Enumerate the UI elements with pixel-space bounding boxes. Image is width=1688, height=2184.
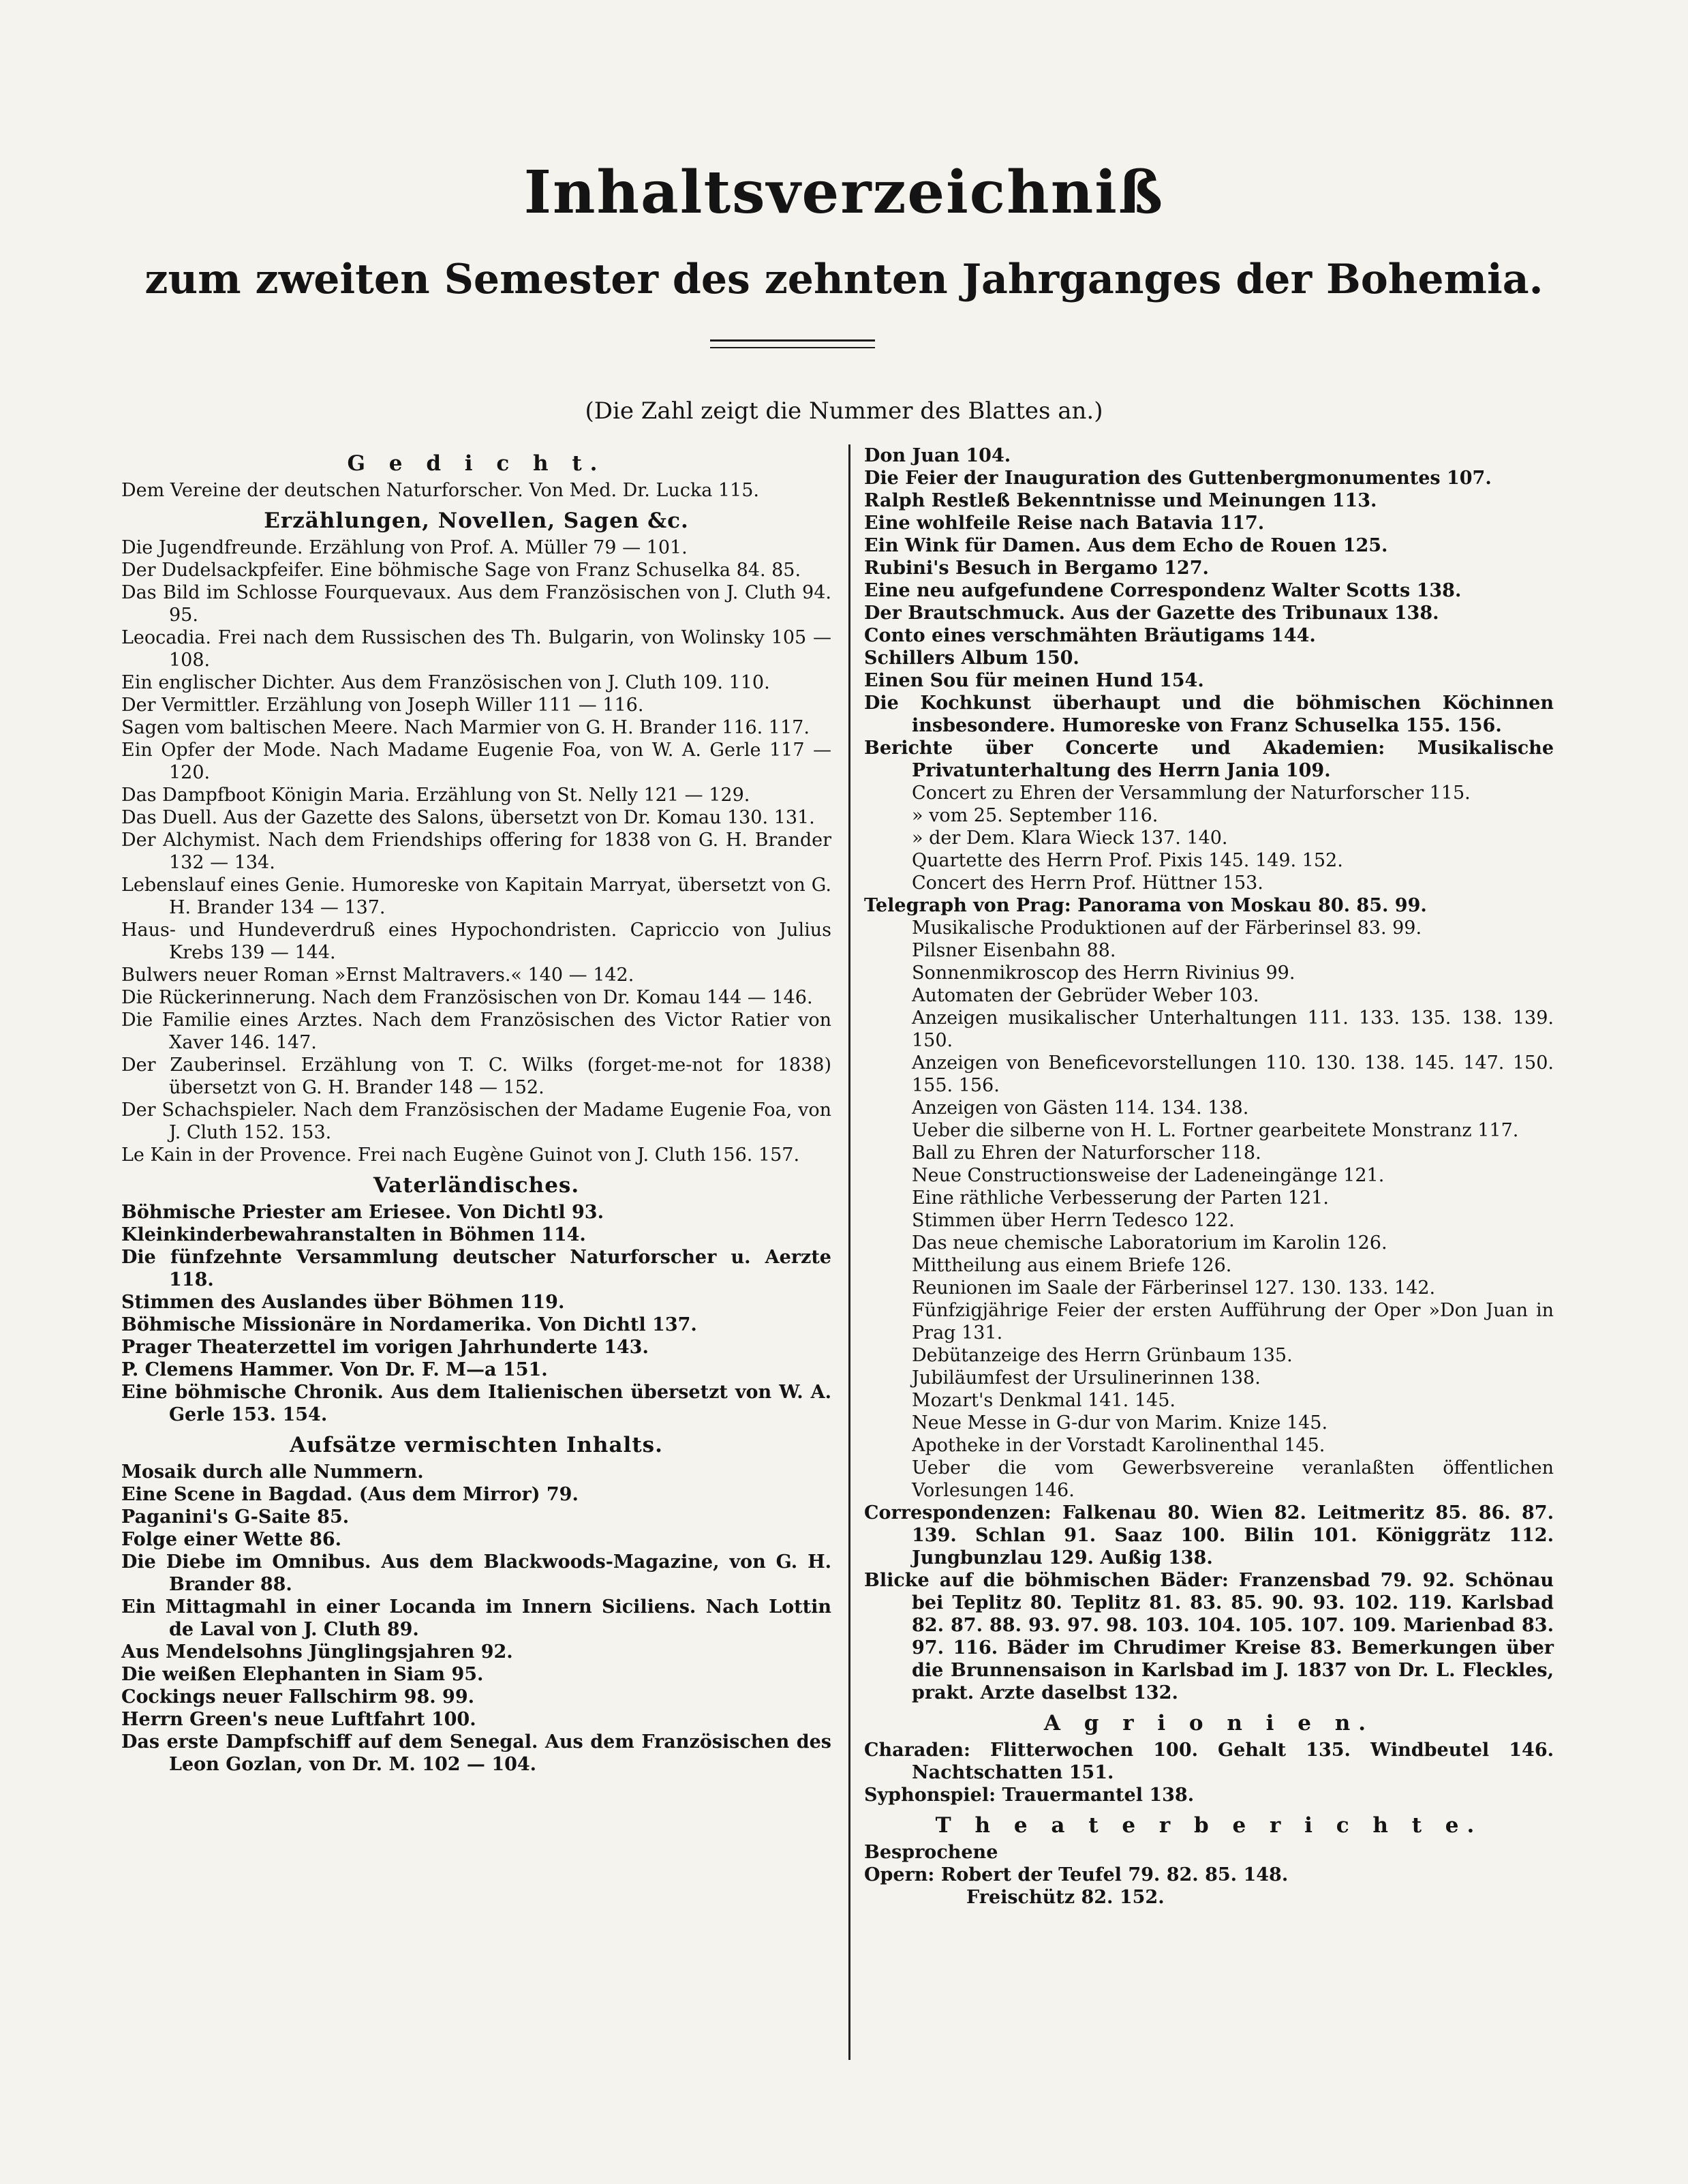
correspondence-entry: Correspondenzen: Falkenau 80. Wien 82. Leitmeritz 85. 86. 87. 139. Schlan 91. Saaz 100. Bilin 101. Königgrätz 112. Jungbunzlau 129. Außig 138. xyxy=(864,1502,1554,1568)
toc-subentry: Freischütz 82. 152. xyxy=(966,1887,1165,1908)
toc-subentry: Concert des Herrn Prof. Hüttner 153. xyxy=(912,873,1263,894)
toc-entry: Der Schachspieler. Nach dem Französischen der Madame Eugenie Foa, von J. Cluth 152. 153. xyxy=(121,1099,831,1143)
telegraph-heading-entry: Telegraph von Prag: Panorama von Moskau 80. 85. 99. xyxy=(864,895,1427,916)
toc-entry: Eine Scene in Bagdad. (Aus dem Mirror) 79. xyxy=(121,1484,579,1505)
section-heading-gedicht: G e d i c h t. xyxy=(347,451,606,476)
toc-subentry: Neue Constructionsweise der Ladeneingänge 121. xyxy=(912,1165,1385,1186)
toc-subentry: » vom 25. September 116. xyxy=(912,805,1158,826)
numbering-note: (Die Zahl zeigt die Nummer des Blattes an.) xyxy=(585,397,1103,425)
toc-entry: Böhmische Priester am Eriesee. Von Dichtl 93. xyxy=(121,1202,604,1223)
toc-entry: Mosaik durch alle Nummern. xyxy=(121,1461,424,1483)
toc-entry: P. Clemens Hammer. Von Dr. F. M—a 151. xyxy=(121,1359,548,1380)
toc-subentry: Jubiläumfest der Ursulinerinnen 138. xyxy=(912,1367,1261,1389)
toc-entry: Die Feier der Inauguration des Guttenbergmonumentes 107. xyxy=(864,468,1492,489)
toc-entry: Die weißen Elephanten in Siam 95. xyxy=(121,1664,484,1685)
toc-entry: Der Vermittler. Erzählung von Joseph Willer 111 — 116. xyxy=(121,695,644,716)
title-rule xyxy=(710,339,875,342)
toc-entry: Der Brautschmuck. Aus der Gazette des Tribunaux 138. xyxy=(864,603,1439,624)
title-rule-thin xyxy=(710,347,875,348)
toc-entry: Leocadia. Frei nach dem Russischen des Th. Bulgarin, von Wolinsky 105 — 108. xyxy=(121,627,831,671)
toc-entry: Bulwers neuer Roman »Ernst Maltravers.« 140 — 142. xyxy=(121,965,634,986)
toc-subentry: Automaten der Gebrüder Weber 103. xyxy=(912,985,1259,1006)
toc-subentry: Ueber die silberne von H. L. Fortner gearbeitete Monstranz 117. xyxy=(912,1120,1519,1141)
page-subtitle: zum zweiten Semester des zehnten Jahrganges der Bohemia. xyxy=(144,256,1544,303)
spa-entry: Blicke auf die böhmischen Bäder: Franzensbad 79. 92. Schönau bei Teplitz 80. Teplitz 81. 83. 85. 90. 93. 102. 119. Karlsbad 82. 87. 88. 93. 97. 98. 103. 104. 105. 107. 109. Marienbad 83. 97. 116. Bäder im Chrudimer Kreise 83. Bemerkungen über die Brunnensaison in Karlsbad im J. 1837 von Dr. L. Fleckles, prakt. Arzte daselbst 132. xyxy=(864,1570,1554,1703)
toc-entry: Don Juan 104. xyxy=(864,445,1011,466)
toc-entry: Folge einer Wette 86. xyxy=(121,1529,342,1550)
section-heading-theaterberichte: T h e a t e r b e r i c h t e. xyxy=(935,1813,1483,1838)
toc-entry: Die Familie eines Arztes. Nach dem Französischen des Victor Ratier von Xaver 146. 147. xyxy=(121,1010,831,1053)
toc-entry: Die Rückerinnerung. Nach dem Französischen von Dr. Komau 144 — 146. xyxy=(121,987,813,1008)
toc-subentry: Neue Messe in G-dur von Marim. Knize 145. xyxy=(912,1412,1328,1434)
toc-entry: Herrn Green's neue Luftfahrt 100. xyxy=(121,1709,476,1730)
toc-entry: Das Duell. Aus der Gazette des Salons, übersetzt von Dr. Komau 130. 131. xyxy=(121,807,815,828)
toc-entry: Ein Wink für Damen. Aus dem Echo de Rouen 125. xyxy=(864,535,1388,556)
toc-subentry: Ball zu Ehren der Naturforscher 118. xyxy=(912,1142,1261,1164)
toc-entry: Eine neu aufgefundene Correspondenz Walter Scotts 138. xyxy=(864,580,1462,601)
toc-entry: Böhmische Missionäre in Nordamerika. Von Dichtl 137. xyxy=(121,1314,697,1335)
toc-subentry: Apotheke in der Vorstadt Karolinenthal 145. xyxy=(912,1435,1325,1456)
toc-entry: Der Alchymist. Nach dem Friendships offering for 1838 von G. H. Brander 132 — 134. xyxy=(121,830,831,873)
toc-entry: Stimmen des Auslandes über Böhmen 119. xyxy=(121,1292,565,1313)
toc-entry: Das erste Dampfschiff auf dem Senegal. Aus dem Französischen des Leon Gozlan, von Dr. M. 102 — 104. xyxy=(121,1731,831,1775)
section-heading-agrionien: A g r i o n i e n. xyxy=(1043,1711,1375,1735)
toc-entry: Einen Sou für meinen Hund 154. xyxy=(864,670,1204,691)
toc-entry: Prager Theaterzettel im vorigen Jahrhunderte 143. xyxy=(121,1337,649,1358)
toc-entry: Das Bild im Schlosse Fourquevaux. Aus dem Französischen von J. Cluth 94. 95. xyxy=(121,582,831,626)
section-heading-vaterlaendisches: Vaterländisches. xyxy=(373,1173,580,1198)
column-divider xyxy=(848,444,850,2060)
toc-entry: Lebenslauf eines Genie. Humoreske von Kapitain Marryat, übersetzt von G. H. Brander 134 — 137. xyxy=(121,875,831,918)
page-title: Inhaltsverzeichniß xyxy=(523,158,1165,227)
toc-subentry: Anzeigen von Gästen 114. 134. 138. xyxy=(912,1097,1249,1119)
toc-subentry: Fünfzigjährige Feier der ersten Aufführung der Oper »Don Juan in Prag 131. xyxy=(912,1300,1554,1344)
toc-entry: Besprochene xyxy=(864,1842,998,1863)
toc-entry: Ein englischer Dichter. Aus dem Französischen von J. Cluth 109. 110. xyxy=(121,672,770,693)
toc-subentry: Concert zu Ehren der Versammlung der Naturforscher 115. xyxy=(912,783,1471,804)
toc-subentry: Mittheilung aus einem Briefe 126. xyxy=(912,1255,1232,1276)
toc-entry: Eine wohlfeile Reise nach Batavia 117. xyxy=(864,513,1265,534)
toc-entry: Die Diebe im Omnibus. Aus dem Blackwoods-Magazine, von G. H. Brander 88. xyxy=(121,1551,831,1595)
toc-entry: Cockings neuer Fallschirm 98. 99. xyxy=(121,1686,475,1708)
toc-entry: Le Kain in der Provence. Frei nach Eugène Guinot von J. Cluth 156. 157. xyxy=(121,1144,800,1166)
toc-entry: Kleinkinderbewahranstalten in Böhmen 114. xyxy=(121,1224,586,1245)
toc-subentry: Pilsner Eisenbahn 88. xyxy=(912,940,1116,961)
section-heading-aufsaetze: Aufsätze vermischten Inhalts. xyxy=(290,1433,663,1457)
right-column xyxy=(864,444,1554,1909)
toc-subentry: Das neue chemische Laboratorium im Karolin 126. xyxy=(912,1232,1387,1254)
toc-entry: Ralph Restleß Bekenntnisse und Meinungen 113. xyxy=(864,490,1377,511)
toc-subentry: Mozart's Denkmal 141. 145. xyxy=(912,1390,1176,1411)
toc-entry: Haus- und Hundeverdruß eines Hypochondristen. Capriccio von Julius Krebs 139 — 144. xyxy=(121,920,831,963)
toc-entry: Eine böhmische Chronik. Aus dem Italienischen übersetzt von W. A. Gerle 153. 154. xyxy=(121,1382,831,1425)
toc-subentry: Quartette des Herrn Prof. Pixis 145. 149. 152. xyxy=(912,850,1343,871)
toc-entry: Opern: Robert der Teufel 79. 82. 85. 148. xyxy=(864,1864,1289,1885)
toc-subentry: Sonnenmikroscop des Herrn Rivinius 99. xyxy=(912,962,1295,984)
toc-entry: Ein Opfer der Mode. Nach Madame Eugenie Foa, von W. A. Gerle 117 — 120. xyxy=(121,740,831,783)
toc-entry: Die Kochkunst überhaupt und die böhmischen Köchinnen insbesondere. Humoreske von Franz Schuselka 155. 156. xyxy=(864,693,1554,736)
toc-entry: Ein Mittagmahl in einer Locanda im Innern Siciliens. Nach Lottin de Laval von J. Cluth 89. xyxy=(121,1596,831,1640)
toc-subentry: Debütanzeige des Herrn Grünbaum 135. xyxy=(912,1345,1293,1366)
left-column xyxy=(121,444,831,1776)
toc-entry: Der Zauberinsel. Erzählung von T. C. Wilks (forget-me-not for 1838) übersetzt von G. H. Brander 148 — 152. xyxy=(121,1055,831,1098)
toc-subentry: Ueber die vom Gewerbsvereine veranlaßten öffentlichen Vorlesungen 146. xyxy=(912,1457,1554,1501)
toc-subentry: Reunionen im Saale der Färberinsel 127. 130. 133. 142. xyxy=(912,1277,1436,1299)
toc-entry: Die fünfzehnte Versammlung deutscher Naturforscher u. Aerzte 118. xyxy=(121,1247,831,1290)
toc-subentry: Eine räthliche Verbesserung der Parten 121. xyxy=(912,1187,1329,1209)
section-heading-erzaehlungen: Erzählungen, Novellen, Sagen &c. xyxy=(264,509,689,533)
toc-entry: Syphonspiel: Trauermantel 138. xyxy=(864,1785,1195,1806)
toc-subentry: » der Dem. Klara Wieck 137. 140. xyxy=(912,828,1228,849)
toc-entry: Paganini's G-Saite 85. xyxy=(121,1506,350,1528)
toc-entry: Aus Mendelsohns Jünglingsjahren 92. xyxy=(121,1641,513,1663)
toc-subentry: Stimmen über Herrn Tedesco 122. xyxy=(912,1210,1235,1231)
toc-entry: Conto eines verschmähten Bräutigams 144. xyxy=(864,625,1316,646)
toc-entry: Schillers Album 150. xyxy=(864,648,1079,669)
toc-entry: Rubini's Besuch in Bergamo 127. xyxy=(864,558,1209,579)
toc-subentry: Musikalische Produktionen auf der Färberinsel 83. 99. xyxy=(912,917,1422,939)
concerts-heading-entry: Berichte über Concerte und Akademien: Musikalische Privatunterhaltung des Herrn Jania 109. xyxy=(864,738,1554,781)
toc-entry: Dem Vereine der deutschen Naturforscher. Von Med. Dr. Lucka 115. xyxy=(121,480,759,501)
toc-subentry: Anzeigen von Beneficevorstellungen 110. 130. 138. 145. 147. 150. 155. 156. xyxy=(912,1052,1554,1096)
toc-entry: Die Jugendfreunde. Erzählung von Prof. A. Müller 79 — 101. xyxy=(121,537,688,558)
toc-entry: Sagen vom baltischen Meere. Nach Marmier von G. H. Brander 116. 117. xyxy=(121,717,810,738)
toc-subentry: Anzeigen musikalischer Unterhaltungen 111. 133. 135. 138. 139. 150. xyxy=(912,1007,1554,1051)
toc-entry: Der Dudelsackpfeifer. Eine böhmische Sage von Franz Schuselka 84. 85. xyxy=(121,560,801,581)
toc-entry: Das Dampfboot Königin Maria. Erzählung von St. Nelly 121 — 129. xyxy=(121,785,750,806)
toc-entry: Charaden: Flitterwochen 100. Gehalt 135. Windbeutel 146. Nachtschatten 151. xyxy=(864,1740,1554,1783)
